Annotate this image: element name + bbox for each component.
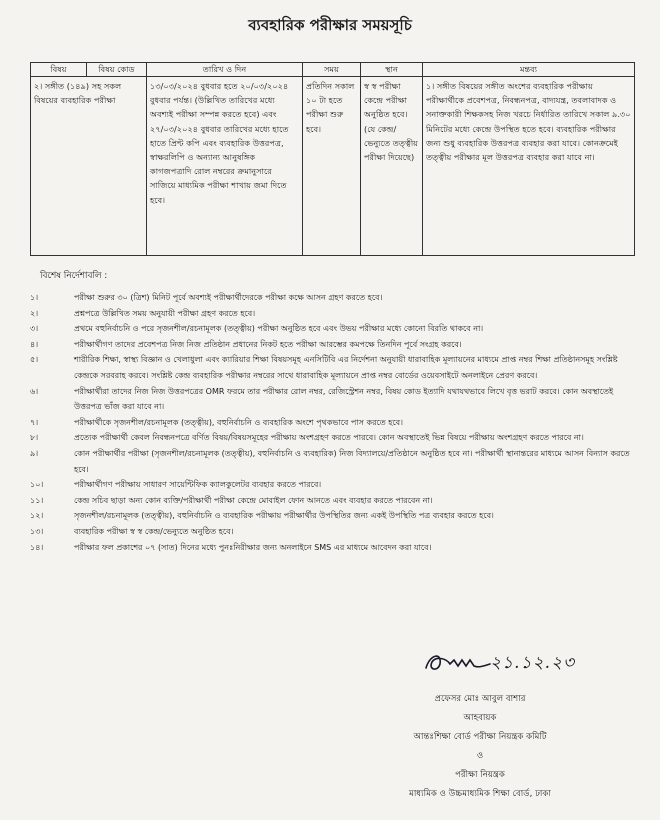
header-remarks: মন্তব্য: [423, 63, 635, 77]
item-text: সৃজনশীল/রচনামূলক (তত্ত্বীয়), বহুনির্বাচনি ও ব্যবহারিক পরীক্ষায় পরীক্ষার্থীর উপস্থিতির জন্য একই উপস্থিতি পত্র ব্যবহার করতে হবে।: [74, 511, 494, 521]
signatory-name: প্রফেসর মোঃ আবুল বাশার: [434, 694, 526, 704]
header-time: সময়: [303, 63, 361, 77]
list-item: [22, 321, 632, 337]
item-text: পরীক্ষার্থীকে সৃজনশীল/রচনামূলক (তত্ত্বীয়), বহুনির্বাচনি ও ব্যবহারিক অংশে পৃথকভাবে পাস করতে হবে।: [74, 417, 403, 427]
item-text: প্রথমে বহুনির্বাচনি ও পরে সৃজনশীল/রচনামূলক (তত্ত্বীয়) পরীক্ষা অনুষ্ঠিত হবে এবং উভয় পরীক্ষার মধ্যে কোনো বিরতি থাকবে না।: [74, 324, 484, 334]
schedule-table: [30, 62, 635, 256]
item-text: পরীক্ষার ফল প্রকাশের ০৭ (সাত) দিনের মধ্যে পুনঃনিরীক্ষার জন্য অনলাইনে SMS এর মাধ্যমে আবেদন করা যাবে।: [74, 542, 432, 552]
item-number: ১২।: [30, 511, 44, 521]
cell-subject: ২। সঙ্গীত (১৪৯) সহ সকল বিষয়ের ব্যবহারিক পরীক্ষা: [31, 77, 147, 256]
cell-remarks: ১। সঙ্গীত বিষয়ের সঙ্গীত অংশের ব্যবহারিক পরীক্ষায় পরীক্ষার্থীকে প্রবেশপত্র, নিবন্ধনপত্র, বাদ্যযন্ত্র, তবলাবাদক ও সনাক্তকারী শিক্ষকসহ নিজ খরচে নির্ধারিত তারিখে সকাল ৯.৩০ মিনিটের মধ্যে কেন্দ্রে উপস্থিত হতে হবে। ব্যবহারিক পরীক্ষার জন্য শুধু ব্যবহারিক উত্তরপত্র ব্যবহার করা যাবে। কোনক্রমেই তত্ত্বীয় পরীক্ষার মূল উত্তরপত্র ব্যবহার করা যাবে না।: [423, 77, 635, 256]
item-number: ১৪।: [30, 542, 44, 552]
item-number: ১৩।: [30, 526, 44, 536]
item-number: ১।: [30, 293, 39, 302]
item-number: ৯।: [30, 448, 39, 458]
item-number: ২।: [30, 308, 39, 318]
header-date: তারিখ ও দিন: [147, 63, 303, 77]
signature-date: ২১.১২.২৩: [490, 653, 576, 673]
cell-date: ১৩/০৩/২০২৪ বুধবার হতে ২০/০৩/২০২৪ বুধবার পর্যন্ত। (উল্লিখিত তারিখের মধ্যে অবশ্যই পরীক্ষা সম্পন্ন করতে হবে) এবং ২৭/০৩/২০২৪ বুধবার তারিখের মধ্যে হাতে হাতে প্রিন্ট কপি এবং ব্যবহারিক উত্তরপত্র, স্বাক্ষরলিপি ও অন্যান্য আনুষঙ্গিক কাগজপত্রাদি রোল নম্বরের ক্রমানুসারে সাজিয়ে মাধ্যমিক পরীক্ষা শাখায় জমা দিতে হবে।: [147, 77, 303, 256]
handwritten-signature: [420, 640, 500, 680]
item-number: ১০।: [30, 480, 44, 490]
list-item: [22, 430, 632, 446]
item-number: ৩।: [30, 324, 39, 334]
header-subject: বিষয়: [31, 63, 87, 77]
item-text: ব্যবহারিক পরীক্ষা স্ব স্ব কেন্দ্র/ভেন্যুতে অনুষ্ঠিত হবে।: [74, 526, 234, 536]
list-item: [22, 352, 632, 383]
header-venue: স্থান: [361, 63, 423, 77]
list-item: [22, 306, 632, 322]
list-item: [22, 508, 632, 524]
item-text: কেন্দ্র সচিব ছাড়া অন্য কোন ব্যক্তি/পরীক্ষার্থী পরীক্ষা কেন্দ্রে মোবাইল ফোন আনতে এবং ব্যবহার করতে পারবেন না।: [74, 495, 433, 505]
item-number: ৬।: [30, 386, 39, 396]
item-text: পরীক্ষার্থীগণ পরীক্ষায় সাধারণ সায়েন্টিফিক ক্যালকুলেটর ব্যবহার করতে পারবে।: [74, 480, 322, 490]
signatory-role-controller: পরীক্ষা নিয়ন্ত্রক: [455, 770, 505, 780]
item-text: প্রশ্নপত্রে উল্লিখিত সময় অনুযায়ী পরীক্ষা গ্রহণ করতে হবে।: [74, 308, 256, 318]
list-item: [22, 337, 632, 353]
item-text: কোন পরীক্ষার্থীর পরীক্ষা (সৃজনশীল/রচনামূলক (তত্ত্বীয়), বহুনির্বাচনি ও ব্যবহারিক) নিজ বিদ্যালয়ে/প্রতিষ্ঠানে অনুষ্ঠিত হবে না। পরীক্ষার্থী স্থানান্তরের মাধ্যমে আসন বিন্যাস করতে হবে।: [74, 448, 630, 474]
table-header-row: [31, 63, 635, 77]
signatory-org-board: মাধ্যমিক ও উচ্চমাধ্যমিক শিক্ষা বোর্ড, ঢাকা: [409, 789, 551, 799]
item-number: ১১।: [30, 495, 44, 505]
signatory-role-convener: আহবায়ক: [463, 713, 497, 723]
page-title: ব্যবহারিক পরীক্ষার সময়সূচি: [248, 16, 412, 34]
item-text: প্রত্যেক পরীক্ষার্থী কেবল নিবন্ধনপত্রে বর্ণিত বিষয়/বিষয়সমূহের পরীক্ষায় অংশগ্রহণ করতে পারবে। কোন অবস্থাতেই ভিন্ন বিষয়ে পরীক্ষায় অংশগ্রহণ করতে পারবে না।: [74, 433, 584, 443]
list-item: [22, 540, 632, 556]
list-item: [22, 415, 632, 431]
item-text: পরীক্ষার্থীরা তাদের নিজ নিজ উত্তরপত্রের OMR ফরমে তার পরীক্ষার রোল নম্বর, রেজিস্ট্রেশন নম্বর, বিষয় কোড ইত্যাদি যথাযথভাবে লিখে বৃত্ত ভরাট করবে। কোন অবস্থাতেই উত্তরপত্র ভাঁজ করা যাবে না।: [74, 386, 614, 412]
item-text: শারীরিক শিক্ষা, স্বাস্থ্য বিজ্ঞান ও খেলাধুলা এবং ক্যারিয়ার শিক্ষা বিষয়সমূহ এনসিটিবি এর নির্দেশনা অনুযায়ী ধারাবাহিক মূল্যায়নের মাধ্যমে প্রাপ্ত নম্বর শিক্ষা প্রতিষ্ঠানসমূহ সংশ্লিষ্ট কেন্দ্রকে সরবরাহ করবে। সংশ্লিষ্ট কেন্দ্র ব্যবহারিক পরীক্ষার নম্বরের সাথে ধারাবাহিক মূল্যায়নে প্রাপ্ত নম্বর বোর্ডের ওয়েবসাইটে অনলাইনে প্রেরণ করবে।: [74, 355, 618, 380]
cell-time: প্রতিদিন সকাল ১০ টা হতে পরীক্ষা শুরু হবে।: [303, 77, 361, 256]
item-number: ৮।: [30, 433, 39, 443]
signatory-conjunction: ও: [476, 751, 484, 761]
list-item: [22, 446, 632, 477]
item-number: ৭।: [30, 417, 39, 427]
instruction-list: [22, 290, 632, 555]
section-heading: বিশেষ নির্দেশাবলি :: [40, 271, 108, 281]
list-item: [22, 477, 632, 493]
list-item: [22, 524, 632, 540]
list-item: [22, 290, 632, 306]
cell-venue: স্ব স্ব পরীক্ষা কেন্দ্রে পরীক্ষা অনুষ্ঠিত হবে। (যে কেন্দ্র/ ভেন্যুতে তত্ত্বীয় পরীক্ষা দিয়েছে): [361, 77, 423, 256]
signatory-org-committee: আন্তঃশিক্ষা বোর্ড পরীক্ষা নিয়ন্ত্রক কমিটি: [413, 732, 547, 742]
item-text: পরীক্ষার্থীগণ তাদের প্রবেশপত্র নিজ নিজ প্রতিষ্ঠান প্রধানের নিকট হতে পরীক্ষা আরম্ভের কমপক্ষে তিনদিন পূর্বে সংগ্রহ করবে।: [74, 339, 462, 349]
table-row: [31, 77, 635, 256]
signatory-block: [320, 690, 640, 804]
item-number: ৫।: [30, 355, 39, 365]
item-text: পরীক্ষা শুরুর ৩০ (ত্রিশ) মিনিট পূর্বে অবশ্যই পরীক্ষার্থীদেরকে পরীক্ষা কক্ষে আসন গ্রহণ করতে হবে।: [74, 293, 383, 302]
item-number: ৪।: [30, 339, 39, 349]
list-item: [22, 384, 632, 415]
list-item: [22, 493, 632, 509]
header-subject-code: বিষয় কোড: [87, 63, 147, 77]
